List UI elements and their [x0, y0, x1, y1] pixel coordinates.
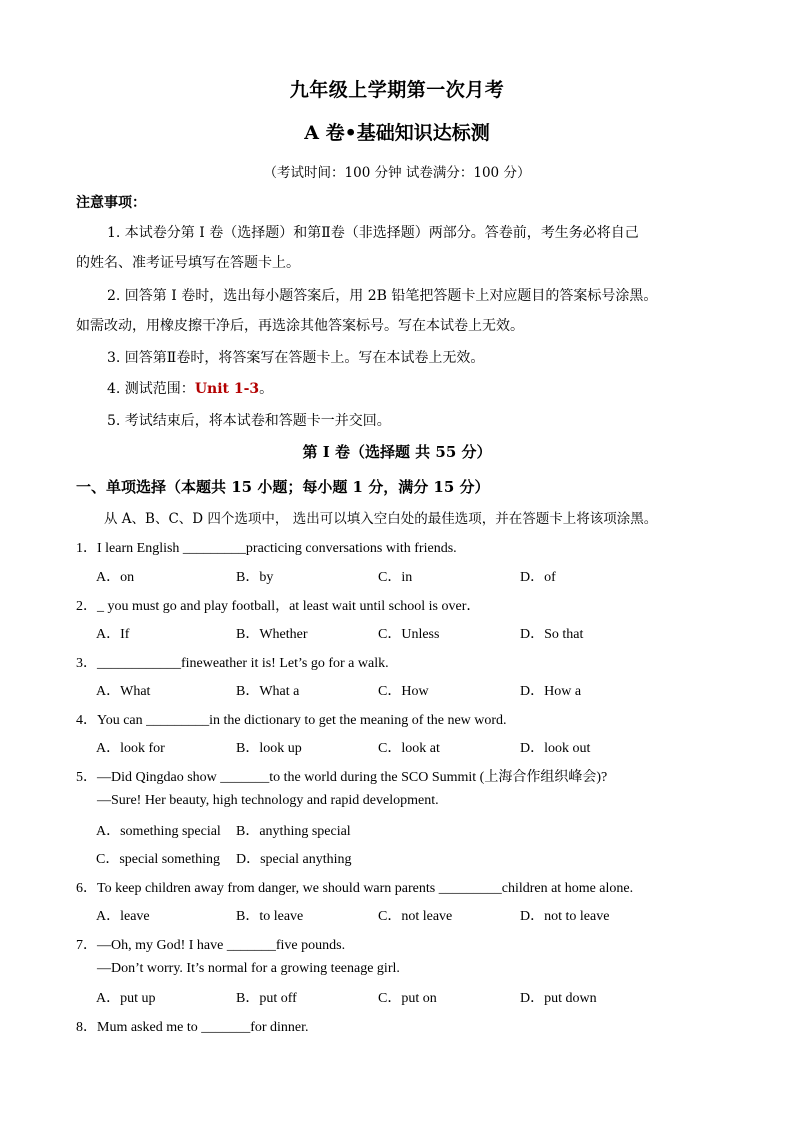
question-2-option-d[interactable]: D．So that: [520, 627, 584, 642]
note-4-suffix: 。: [259, 381, 274, 397]
note-5: 5. 考试结束后，将本试卷和答题卡一并交回。: [107, 413, 391, 429]
question-6-option-c[interactable]: C．not leave: [378, 909, 453, 924]
question-7-option-d[interactable]: D．put down: [520, 991, 597, 1006]
test-range: Unit 1-3: [194, 381, 260, 397]
question-5-option-c[interactable]: C．special something: [96, 852, 221, 867]
question-1-option-b[interactable]: B．by: [236, 570, 274, 585]
question-2-option-c[interactable]: C．Unless: [378, 627, 440, 642]
question-1-stem: 1．I learn English _________practicing conversations with friends.: [76, 541, 457, 556]
question-5-reply: —Sure! Her beauty, high technology and rapid development.: [97, 793, 439, 808]
section-1-title: 一、单项选择（本题共 15 小题；每小题 1 分，满分 15 分）: [76, 478, 490, 496]
note-4-prefix: 4. 测试范围：: [107, 381, 195, 397]
note-2-line-1: 2. 回答第 I 卷时，选出每小题答案后，用 2B 铅笔把答题卡上对应题目的答案标号涂黑。: [107, 288, 658, 304]
section-1-instruction: 从 A、B、C、D 四个选项中， 选出可以填入空白处的最佳选项，并在答题卡上将该项涂黑。: [104, 511, 658, 527]
question-1-option-a[interactable]: A．on: [96, 570, 135, 585]
question-7-reply: —Don’t worry. It’s normal for a growing teenage girl.: [97, 961, 400, 976]
question-5-option-a[interactable]: A．something special: [96, 824, 221, 839]
question-2-stem: 2．_ you must go and play football，at least wait until school is over．: [76, 599, 481, 614]
question-6-option-d[interactable]: D．not to leave: [520, 909, 610, 924]
question-5-stem: 5．—Did Qingdao show _______to the world during the SCO Summit (上海合作组织峰会)?: [76, 770, 608, 785]
part-1-title: 第 I 卷（选择题 共 55 分）: [302, 443, 492, 461]
note-3: 3. 回答第Ⅱ卷时，将答案写在答题卡上。写在本试卷上无效。: [107, 350, 485, 366]
question-1-option-d[interactable]: D．of: [520, 570, 556, 585]
question-6-option-a[interactable]: A．leave: [96, 909, 150, 924]
notes-heading: 注意事项：: [76, 195, 146, 211]
note-4: [107, 378, 273, 398]
question-3-option-b[interactable]: B．What a: [236, 684, 300, 699]
question-6-stem: 6．To keep children away from danger, we should warn parents _________children at home alone.: [76, 881, 634, 896]
question-8-stem: 8．Mum asked me to _______for dinner.: [76, 1020, 309, 1035]
note-1-line-2: 的姓名、准考证号填写在答题卡上。: [76, 255, 300, 271]
question-5-option-b[interactable]: B．anything special: [236, 824, 351, 839]
question-7-option-b[interactable]: B．put off: [236, 991, 297, 1006]
question-1-option-c[interactable]: C．in: [378, 570, 413, 585]
question-4-stem: 4．You can _________in the dictionary to get the meaning of the new word.: [76, 713, 507, 728]
question-7-stem: 7．—Oh, my God! I have _______five pounds.: [76, 938, 346, 953]
note-1-line-1: 1. 本试卷分第 I 卷（选择题）和第Ⅱ卷（非选择题）两部分。答卷前，考生务必将自己: [107, 225, 639, 241]
question-3-option-a[interactable]: A．What: [96, 684, 151, 699]
question-7-option-c[interactable]: C．put on: [378, 991, 437, 1006]
question-3-option-d[interactable]: D．How a: [520, 684, 582, 699]
question-4-option-b[interactable]: B．look up: [236, 741, 302, 756]
question-3-stem: 3．____________fineweather it is! Let’s go for a walk.: [76, 656, 389, 671]
question-2-option-b[interactable]: B．Whether: [236, 627, 308, 642]
exam-info: （考试时间：100 分钟 试卷满分：100 分）: [263, 165, 531, 181]
question-4-option-a[interactable]: A．look for: [96, 741, 165, 756]
question-7-option-a[interactable]: A．put up: [96, 991, 156, 1006]
question-6-option-b[interactable]: B．to leave: [236, 909, 304, 924]
question-3-option-c[interactable]: C．How: [378, 684, 429, 699]
question-2-option-a[interactable]: A．If: [96, 627, 130, 642]
exam-title: 九年级上学期第一次月考: [289, 79, 505, 101]
question-4-option-c[interactable]: C．look at: [378, 741, 440, 756]
question-4-option-d[interactable]: D．look out: [520, 741, 591, 756]
exam-subtitle: A 卷•基础知识达标测: [304, 122, 490, 144]
note-2-line-2: 如需改动，用橡皮擦干净后，再选涂其他答案标号。写在本试卷上无效。: [76, 318, 524, 334]
question-5-option-d[interactable]: D．special anything: [236, 852, 352, 867]
